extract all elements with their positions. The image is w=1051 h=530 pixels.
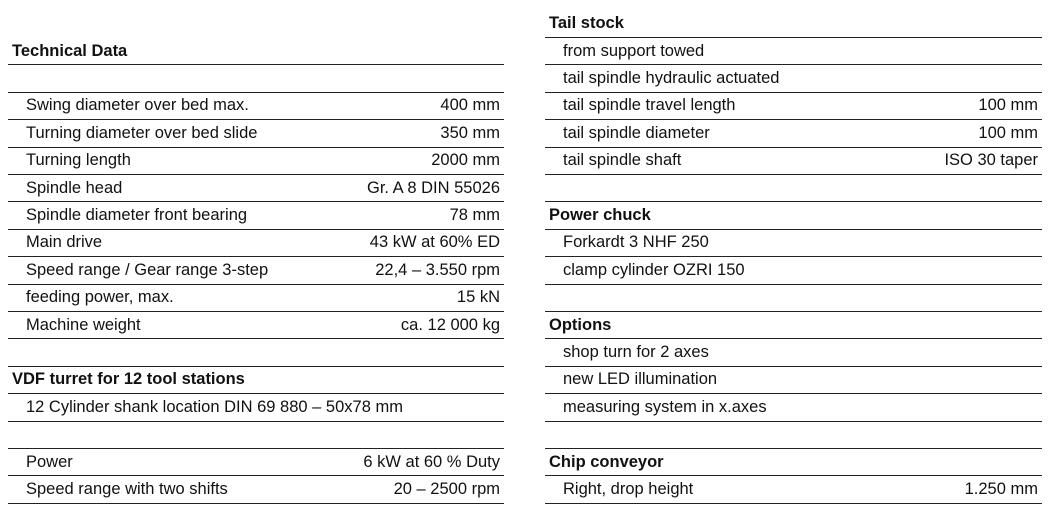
section-heading: VDF turret for 12 tool stations — [12, 370, 245, 389]
spec-row — [545, 339, 1042, 366]
section-heading: Technical Data — [12, 41, 128, 60]
spec-label: Main drive — [26, 233, 103, 252]
spec-value: 1.250 mm — [964, 480, 1038, 499]
spec-row — [545, 367, 1042, 394]
spec-row — [545, 394, 1042, 421]
spec-row — [545, 120, 1042, 147]
tailstock-heading-row — [545, 11, 1042, 38]
spec-value: 78 mm — [449, 206, 500, 225]
spec-label: Machine weight — [26, 315, 141, 334]
spec-label: Right, drop height — [563, 480, 694, 499]
spec-label: Speed range / Gear range 3-step — [26, 260, 269, 279]
blank-row — [8, 65, 504, 92]
spec-label: Speed range with two shifts — [26, 480, 228, 499]
technical-data-heading-row — [8, 38, 504, 65]
spec-row — [545, 230, 1042, 257]
spec-label: tail spindle travel length — [563, 96, 736, 115]
spec-value: ISO 30 taper — [944, 151, 1038, 170]
spec-row — [8, 202, 504, 229]
spec-value: 2000 mm — [431, 151, 500, 170]
spec-label: clamp cylinder OZRI 150 — [563, 260, 745, 279]
spec-row — [545, 257, 1042, 284]
spec-row — [545, 93, 1042, 120]
section-heading: Power chuck — [549, 206, 651, 225]
spec-row — [8, 257, 504, 284]
spec-value: ca. 12 000 kg — [400, 315, 500, 334]
power-chuck-heading-row — [545, 202, 1042, 229]
spec-label: from support towed — [563, 41, 705, 60]
turret-heading-row — [8, 367, 504, 394]
blank-row — [8, 339, 504, 366]
spec-row — [8, 230, 504, 257]
spec-label: Spindle head — [26, 178, 123, 197]
spec-row — [8, 449, 504, 476]
spec-label: tail spindle shaft — [563, 151, 682, 170]
spec-row — [545, 476, 1042, 503]
blank-row — [545, 175, 1042, 202]
spec-value: 15 kN — [456, 288, 500, 307]
section-heading: Tail stock — [549, 14, 624, 33]
spec-label: Forkardt 3 NHF 250 — [563, 233, 709, 252]
spec-row — [8, 394, 504, 421]
spec-value: 100 mm — [978, 96, 1038, 115]
section-heading: Chip conveyor — [549, 452, 664, 471]
spec-label: feeding power, max. — [26, 288, 174, 307]
spec-row — [8, 148, 504, 175]
spec-value: 350 mm — [440, 123, 500, 142]
spec-label: Swing diameter over bed max. — [26, 96, 249, 115]
chip-conveyor-heading-row — [545, 449, 1042, 476]
spec-value: 43 kW at 60% ED — [369, 233, 500, 252]
spec-row — [545, 148, 1042, 175]
spec-value: 6 kW at 60 % Duty — [363, 452, 500, 471]
spec-label: tail spindle diameter — [563, 123, 710, 142]
section-heading: Options — [549, 315, 612, 334]
spec-value: 400 mm — [440, 96, 500, 115]
spec-label: 12 Cylinder shank location DIN 69 880 – 50x78 mm — [26, 397, 403, 416]
blank-row — [545, 422, 1042, 449]
spec-label: Power — [26, 452, 73, 471]
spec-label: Turning length — [26, 151, 131, 170]
spec-row — [8, 175, 504, 202]
spec-row — [8, 93, 504, 120]
options-heading-row — [545, 312, 1042, 339]
spec-value: 22,4 – 3.550 rpm — [375, 260, 500, 279]
spec-value: Gr. A 8 DIN 55026 — [367, 178, 500, 197]
spec-label: new LED illumination — [563, 370, 718, 389]
spec-row — [545, 38, 1042, 65]
spec-label: tail spindle hydraulic actuated — [563, 69, 780, 88]
spec-row — [8, 285, 504, 312]
spec-label: measuring system in x.axes — [563, 397, 767, 416]
spec-label: Spindle diameter front bearing — [26, 206, 248, 225]
spec-label: Turning diameter over bed slide — [26, 123, 258, 142]
spec-label: shop turn for 2 axes — [563, 343, 709, 362]
blank-row — [545, 285, 1042, 312]
spec-row — [8, 120, 504, 147]
spec-value: 20 – 2500 rpm — [393, 480, 500, 499]
spec-row — [8, 476, 504, 503]
spec-row — [545, 65, 1042, 92]
spec-value: 100 mm — [978, 123, 1038, 142]
spec-row — [8, 312, 504, 339]
blank-row — [8, 422, 504, 449]
